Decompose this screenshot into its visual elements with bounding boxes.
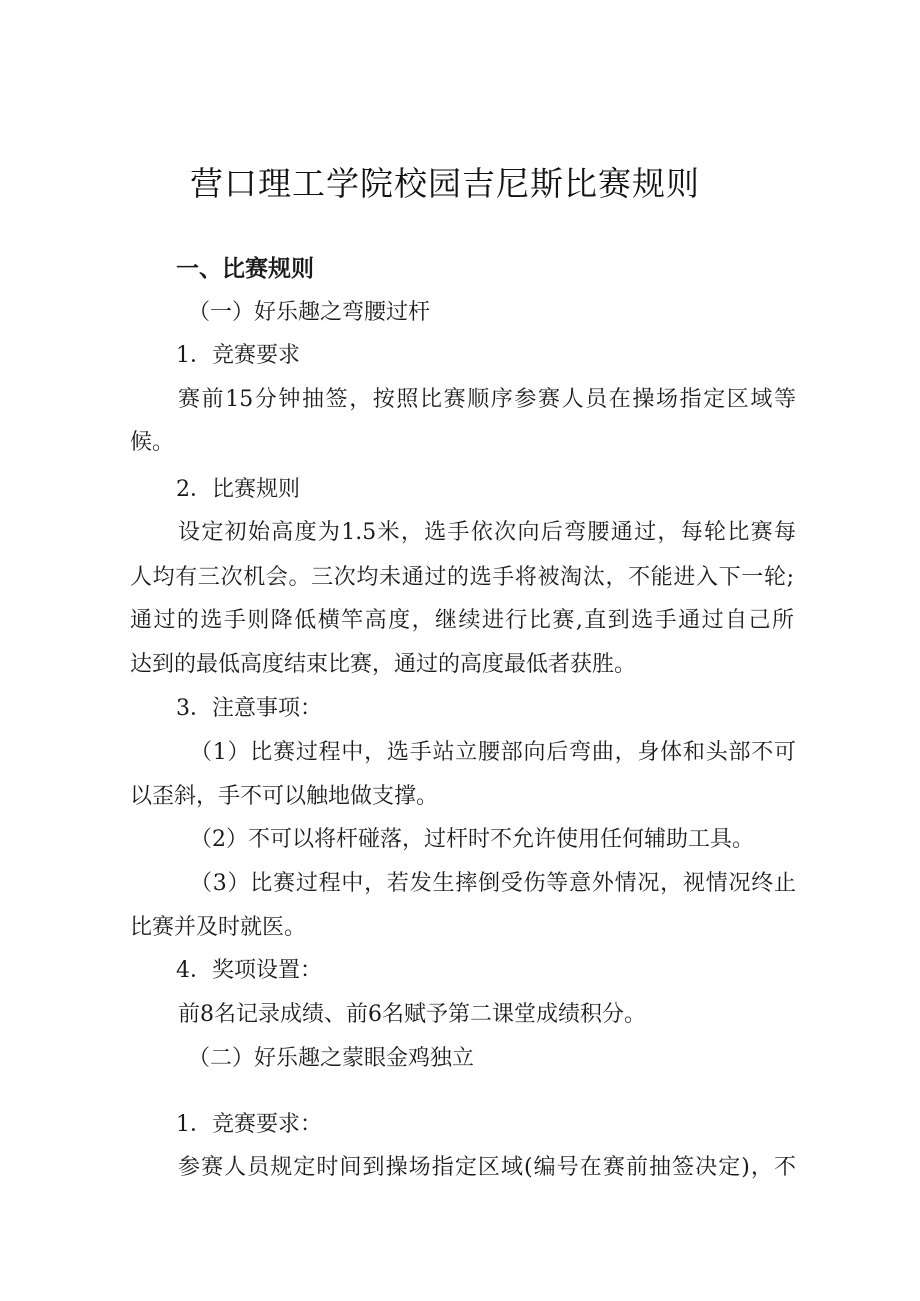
document-title: 营口理工学院校园吉尼斯比赛规则 [190, 164, 700, 203]
item-heading-competition-rules: 2．比赛规则 [176, 477, 300, 502]
subsection-heading-2: （二）好乐趣之蒙眼金鸡独立 [188, 1046, 475, 1071]
paragraph-line: 设定初始高度为1.5米，选手依次向后弯腰通过，每轮比赛每 [178, 520, 796, 545]
paragraph-line: 前8名记录成绩、前6名赋予第二课堂成绩积分。 [178, 1002, 646, 1027]
paragraph-line: 以歪斜，手不可以触地做支撑。 [130, 784, 439, 809]
paragraph-line: 人均有三次机会。三次均未通过的选手将被淘汰，不能进入下一轮; [130, 565, 794, 590]
paragraph-line: 候。 [130, 430, 175, 455]
paragraph-line: 达到的最低高度结束比赛，通过的高度最低者获胜。 [130, 652, 637, 677]
item-heading-awards: 4．奖项设置： [176, 958, 322, 983]
paragraph-line: 比赛并及时就医。 [130, 915, 307, 940]
paragraph-line: 参赛人员规定时间到操场指定区域(编号在赛前抽签决定)，不 [178, 1155, 796, 1180]
paragraph-line: （2）不可以将杆碰落，过杆时不允许使用任何辅助工具。 [190, 827, 754, 852]
paragraph-line: （1）比赛过程中，选手站立腰部向后弯曲，身体和头部不可 [190, 740, 796, 765]
paragraph-line: 赛前15分钟抽签，按照比赛顺序参赛人员在操场指定区域等 [178, 387, 796, 412]
section-heading-rules: 一、比赛规则 [176, 256, 314, 282]
item-heading-competition-requirements: 1．竞赛要求 [176, 343, 300, 368]
item-heading-competition-requirements-2: 1．竞赛要求： [176, 1112, 322, 1137]
item-heading-notes: 3．注意事项： [176, 696, 322, 721]
subsection-heading-1: （一）好乐趣之弯腰过杆 [188, 300, 431, 325]
paragraph-line: 通过的选手则降低横竿高度，继续进行比赛,直到选手通过自己所 [130, 608, 794, 633]
paragraph-line: （3）比赛过程中，若发生摔倒受伤等意外情况，视情况终止 [190, 871, 796, 896]
